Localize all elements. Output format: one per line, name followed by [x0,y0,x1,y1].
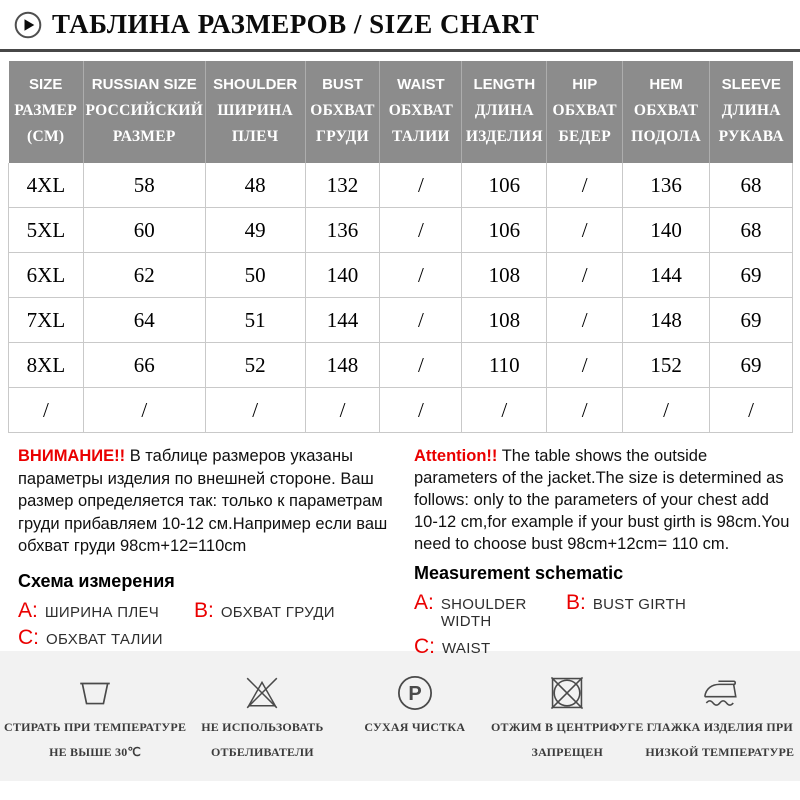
note-russian [18,445,402,651]
care-item-no-spin [491,671,644,781]
table-cell: / [205,388,305,433]
no-bleach-icon [186,671,338,715]
care-label: НЕ ВЫШЕ 30℃ [49,745,142,759]
table-cell: 136 [623,163,710,208]
table-header-cell-russian-size [83,61,205,163]
table-cell: 69 [710,253,793,298]
wash-30-icon [4,671,186,715]
care-item-wash [4,671,186,781]
page-title: ТАБЛИНА РАЗМЕРОВ / SIZE CHART [52,9,540,39]
notes-section [0,433,800,658]
header-label-ru: ПЛЕЧ [231,128,279,145]
header-label-en: HIP [572,76,598,93]
header-label-en: BUST [322,76,363,93]
table-cell: 6XL [9,253,84,298]
table-cell: / [305,388,380,433]
table-cell: 69 [710,298,793,343]
care-label: ОТБЕЛИВАТЕЛИ [210,745,314,759]
table-row-7xl [9,298,793,343]
table-cell: 60 [83,208,205,253]
header-label-ru: ОБХВАТ [310,102,375,119]
table-row-4xl [9,163,793,208]
header-label-ru: ГРУДИ [316,128,370,145]
table-header-cell-shoulder [205,61,305,163]
table-row-empty [9,388,793,433]
table-cell: 51 [205,298,305,343]
header-label-ru: РАЗМЕР [112,128,176,145]
table-cell: / [380,163,462,208]
table-cell: / [547,343,623,388]
table-cell: 68 [710,163,793,208]
table-cell: / [547,163,623,208]
table-cell: 68 [710,208,793,253]
header-label-en: WAIST [397,76,445,93]
header-label-en: HEM [649,76,683,93]
legend-item-c [414,637,566,657]
table-cell: / [9,388,84,433]
table-cell: 140 [623,208,710,253]
table-cell: / [380,208,462,253]
table-cell: / [547,388,623,433]
table-cell: 108 [462,253,547,298]
table-header-cell-waist [380,61,462,163]
schematic-legend-ru [18,598,402,649]
header-label-en: RUSSIAN SIZE [91,76,197,93]
table-cell: / [710,388,793,433]
header-label-ru: БЕДЕР [558,128,611,145]
legend-item-b [194,598,335,622]
legend-label: WAIST [442,640,491,657]
iron-low-icon [644,671,796,715]
legend-key: B: [194,598,214,622]
table-header-cell-hem [623,61,710,163]
care-label: ГЛАЖКА ИЗДЕЛИЯ ПРИ [646,720,793,734]
legend-label: ШИРИНА ПЛЕЧ [44,603,160,621]
table-cell: / [83,388,205,433]
table-cell: / [380,253,462,298]
legend-item-c [18,625,194,649]
header-label-ru: РАЗМЕР [14,102,78,119]
legend-item-a [18,598,194,622]
attention-en-title: Attention!! [414,447,498,465]
care-label: НЕ ИСПОЛЬЗОВАТЬ [201,720,324,734]
header-label-en: SIZE [29,76,63,93]
table-header-cell-sleeve [710,61,793,163]
legend-label: BUST GIRTH [592,596,687,613]
header-label-ru: ТАЛИИ [391,128,450,145]
table-cell: 69 [710,343,793,388]
play-circle-icon [13,10,43,40]
care-label: СУХАЯ ЧИСТКА [364,720,466,734]
table-header [9,61,793,163]
dry-clean-p-icon [339,671,491,715]
header-label-ru: РОССИЙСКИЙ [85,102,204,119]
svg-text:P: P [408,683,422,706]
care-label: НИЗКОЙ ТЕМПЕРАТУРЕ [645,745,795,759]
table-header-cell-hip [547,61,623,163]
header-label-en: SLEEVE [721,76,781,93]
table-cell: 66 [83,343,205,388]
header-label-ru: ОБХВАТ [388,102,454,119]
legend-key: A: [414,591,434,614]
table-cell: / [623,388,710,433]
legend-label: ОБХВАТ ТАЛИИ [46,630,163,648]
attention-en-body: The table shows the outside parameters of the jacket.The size is determined as follows: only to the parameters of your chest add 10-12 cm,for example if your bust girth is 98cm.You need to choose bust 98cm+12cm= 110 cm. [414,447,790,553]
legend-key: C: [414,635,435,658]
header-label-ru: ОБХВАТ [633,102,699,119]
legend-item-b [566,593,686,630]
table-cell: 50 [205,253,305,298]
schematic-legend-en [414,593,792,657]
table-cell: 7XL [9,298,84,343]
table-cell: 62 [83,253,205,298]
table-cell: 132 [305,163,380,208]
table-cell: 144 [623,253,710,298]
attention-ru-body: В таблице размеров указаны параметры изделия по внешней стороне. Ваш размер определяется так: только к параметрам груди прибавляем 10-12 см.Например если ваш обхват груди 98cm+12=110cm [18,447,388,555]
care-label: ЗАПРЕЩЕН [531,745,604,759]
table-cell: 8XL [9,343,84,388]
legend-item-a [414,593,566,630]
table-cell: / [547,253,623,298]
attention-ru-title: ВНИМАНИЕ!! [18,447,126,465]
table-header-row [9,61,793,163]
table-cell: 144 [305,298,380,343]
table-cell: 140 [305,253,380,298]
table-row-6xl [9,253,793,298]
care-item-iron [644,671,796,781]
note-english [414,445,792,658]
care-item-dry-clean [339,671,491,781]
attention-en-paragraph [414,445,792,555]
table-cell: 4XL [9,163,84,208]
header-label-en: LENGTH [473,76,536,93]
attention-ru-paragraph [18,445,402,558]
table-cell: 148 [305,343,380,388]
care-instructions [0,651,800,781]
header-label-ru: РУКАВА [718,128,784,145]
no-spin-icon [491,671,644,715]
legend-key: B: [566,591,586,614]
table-cell: / [380,388,462,433]
care-item-no-bleach [186,671,338,781]
table-cell: / [547,298,623,343]
table-cell: 148 [623,298,710,343]
table-cell: 108 [462,298,547,343]
care-label: СТИРАТЬ ПРИ ТЕМПЕРАТУРЕ [4,720,187,734]
table-cell: 152 [623,343,710,388]
table-cell: 49 [205,208,305,253]
header-label-ru: ОБХВАТ [552,102,617,119]
table-cell: 52 [205,343,305,388]
table-cell: 48 [205,163,305,208]
legend-label: SHOULDER WIDTH [440,596,527,630]
header-label-ru: ДЛИНА [721,102,781,119]
table-header-cell-bust [305,61,380,163]
care-label: ОТЖИМ В ЦЕНТРИФУГЕ [490,720,644,734]
table-cell: 64 [83,298,205,343]
header-label-ru: ДЛИНА [474,102,534,119]
table-cell: 106 [462,163,547,208]
table-row-5xl [9,208,793,253]
page-header [0,0,800,52]
table-cell: 58 [83,163,205,208]
legend-key: C: [18,625,39,649]
size-chart-table [8,61,793,433]
legend-label: ОБХВАТ ГРУДИ [220,603,335,621]
schematic-heading-ru: Схема измерения [18,570,175,591]
table-cell: / [380,298,462,343]
header-label-ru: ШИРИНА [217,102,293,119]
legend-key: A: [18,598,38,622]
header-label-ru: (СМ) [27,128,65,145]
table-cell: 106 [462,208,547,253]
header-label-en: SHOULDER [213,76,298,93]
table-row-8xl [9,343,793,388]
bottom-spacer [0,781,800,800]
schematic-heading-en: Measurement schematic [414,563,624,583]
table-cell: 5XL [9,208,84,253]
table-cell: / [547,208,623,253]
table-header-cell-length [462,61,547,163]
table-header-cell-size [9,61,84,163]
table-cell: / [462,388,547,433]
table-cell: 136 [305,208,380,253]
header-label-ru: ИЗДЕЛИЯ [465,128,543,145]
table-body [9,163,793,433]
table-cell: 110 [462,343,547,388]
table-cell: / [380,343,462,388]
header-label-ru: ПОДОЛА [631,128,702,145]
